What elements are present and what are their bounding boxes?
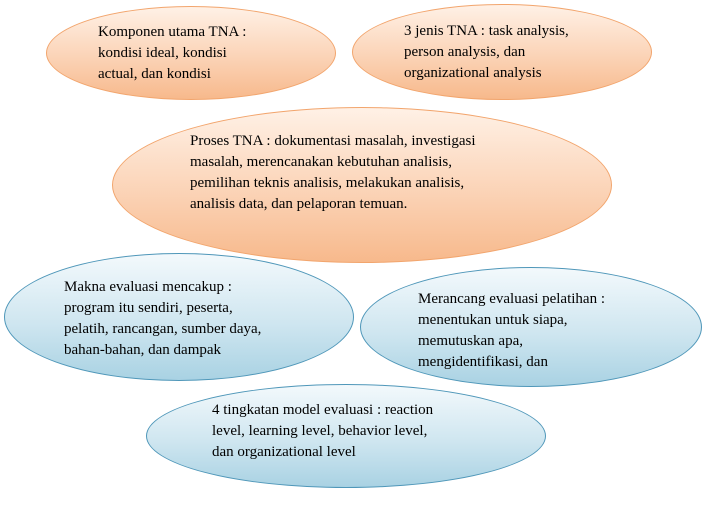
merancang-text: Merancang evaluasi pelatihan : menentukan untuk siapa, memutuskan apa, mengidentifikasi, dan (418, 291, 606, 370)
tingkatan-text: 4 tingkatan model evaluasi : reaction level, learning level, behavior level, dan organizational level (212, 402, 434, 460)
komponen-text: Komponen utama TNA : kondisi ideal, kondisi actual, dan kondisi (98, 24, 247, 82)
makna-text: Makna evaluasi mencakup : program itu sendiri, peserta, pelatih, rancangan, sumber daya, bahan-bahan, dan dampak (64, 279, 262, 358)
jenis-text: 3 jenis TNA : task analysis, person analysis, dan organizational analysis (404, 23, 569, 81)
proses-text: Proses TNA : dokumentasi masalah, investigasi masalah, merencanakan kebutuhan analisis, pemilihan teknis analisis, melakukan analisis, analisis data, dan pelaporan temuan. (190, 133, 476, 212)
